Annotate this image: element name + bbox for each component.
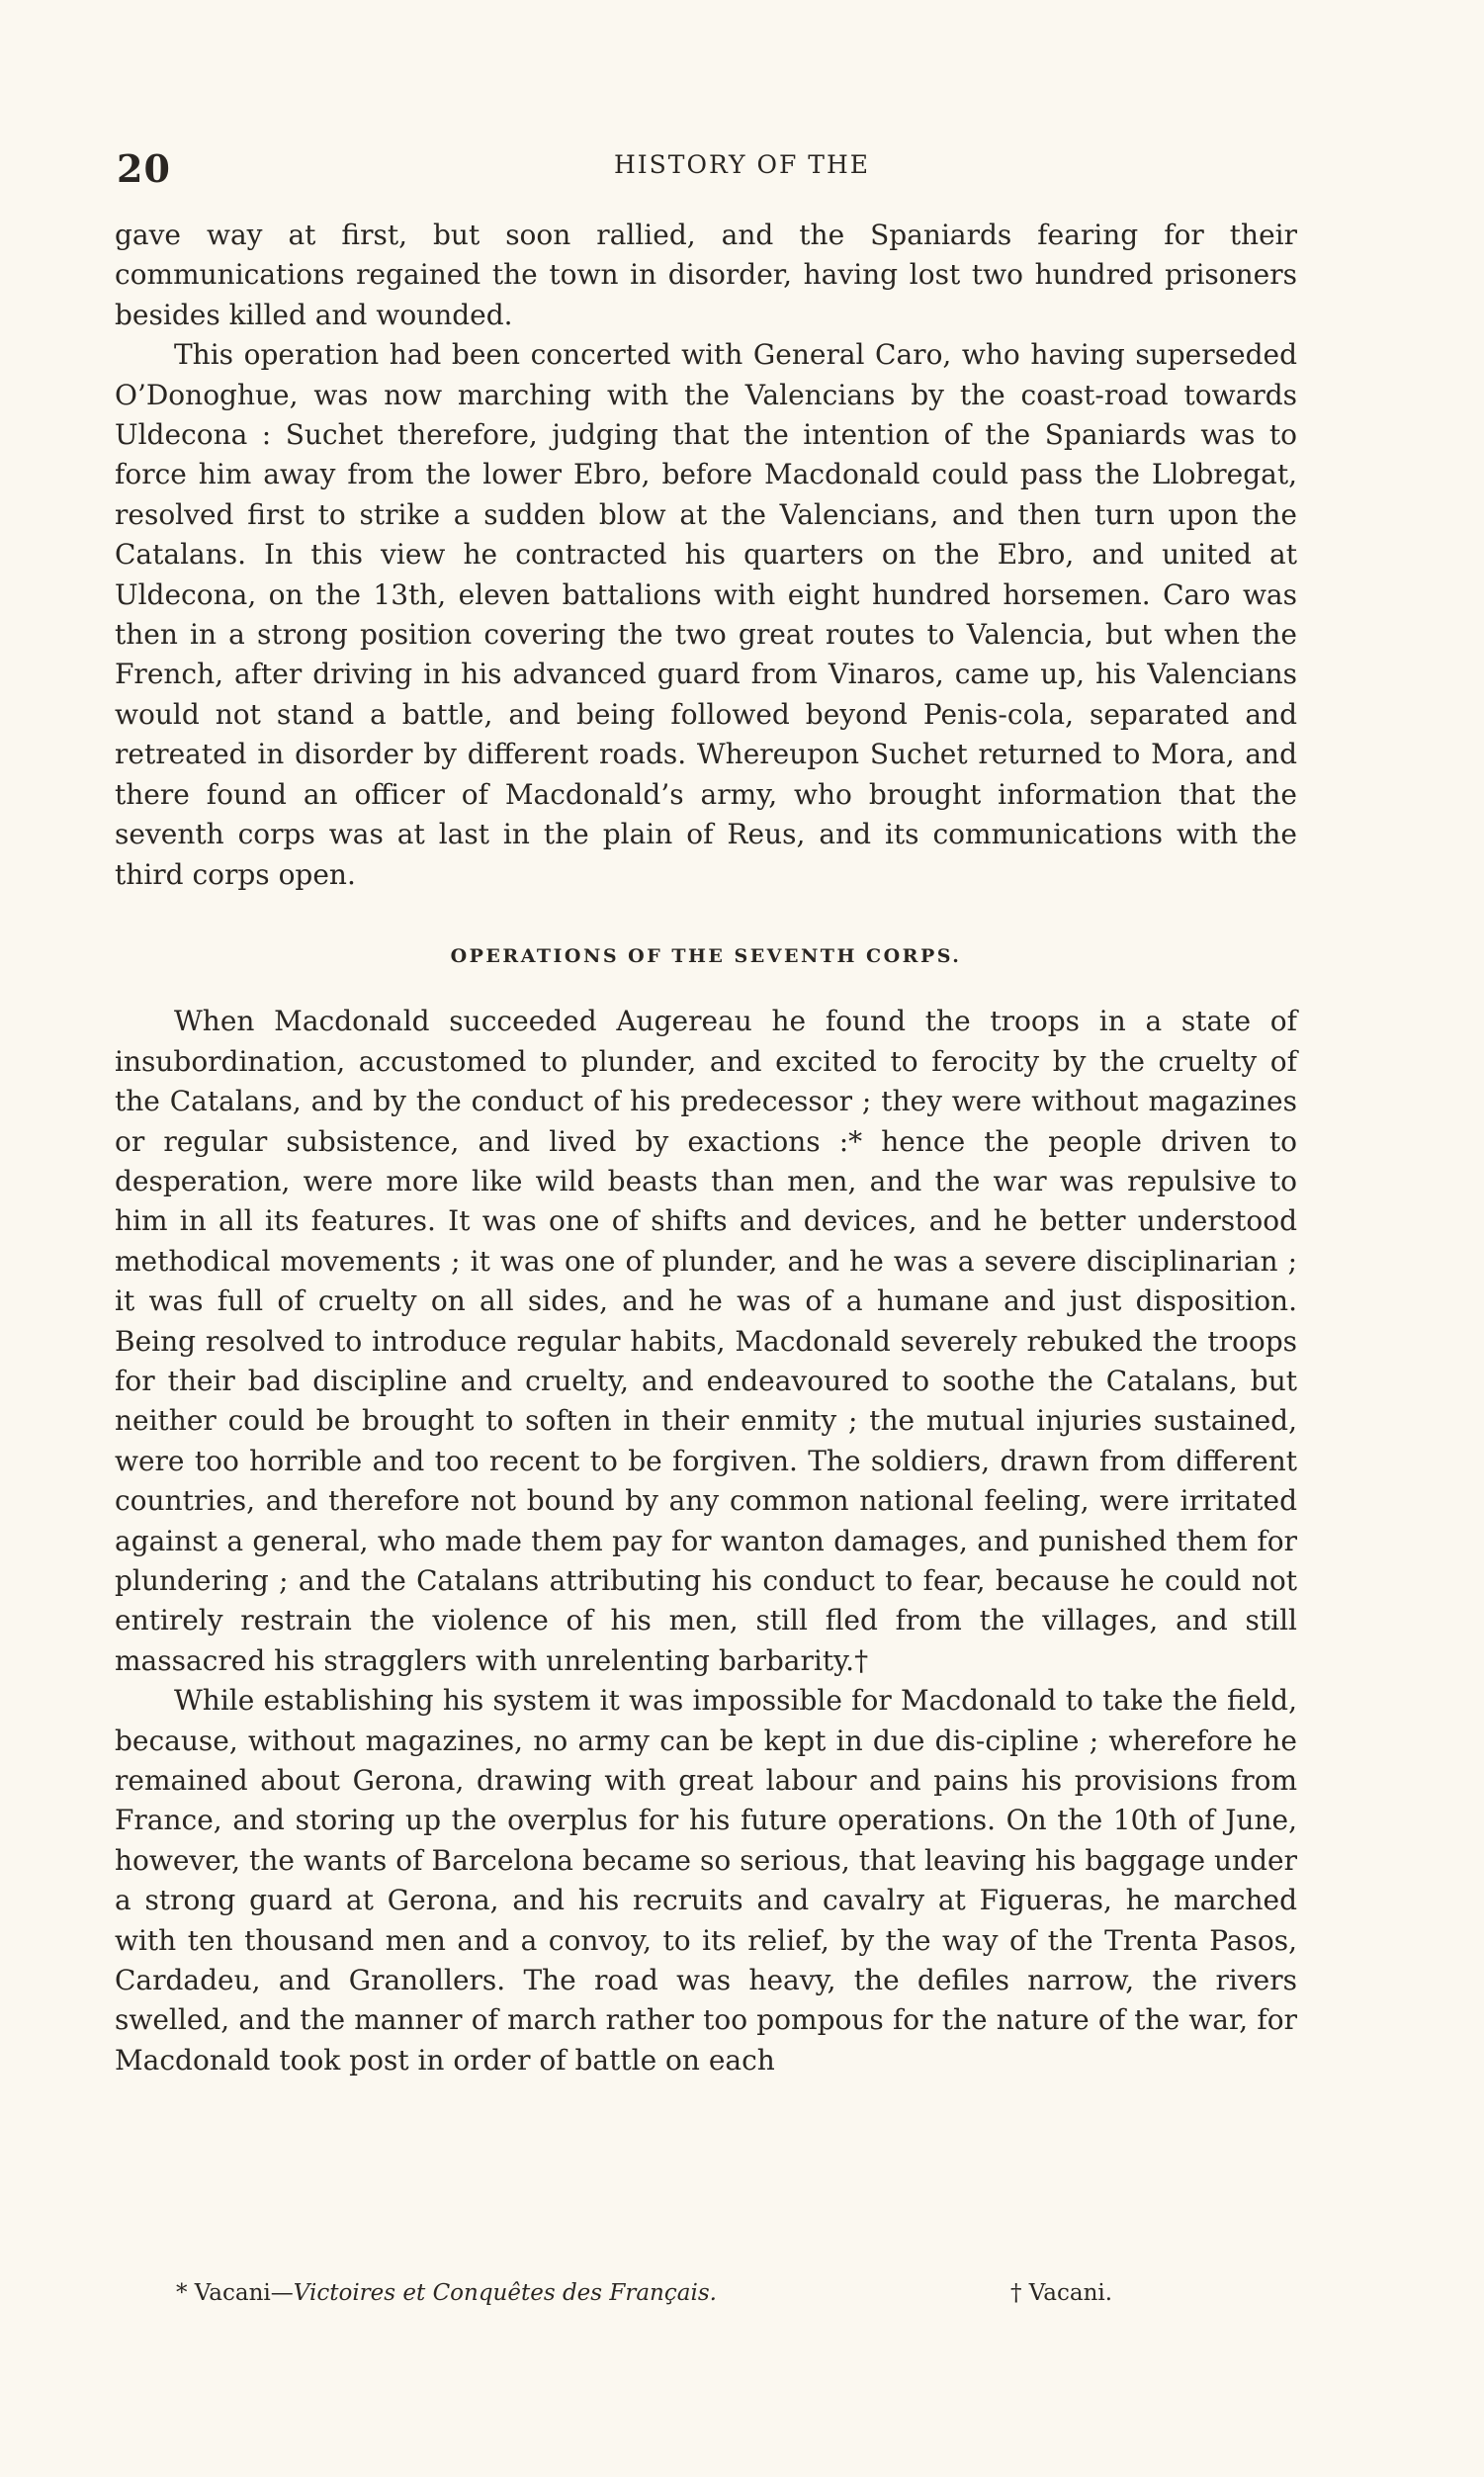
paragraph-continuation: gave way at first, but soon rallied, and the Spaniards fearing for their communications regained the town in disorder, having lost two hundred prisoners besides killed and wounded. — [115, 219, 1297, 331]
body-text — [115, 216, 1297, 2080]
paragraph-macdonald-system: While establishing his system it was impossible for Macdonald to take the field, because, without magazines, no army can be kept in due dis-cipline ; wherefore he remained about Gerona, drawing with great labour and pains his provisions from France, and storing up the overplus for his future operations. On the 10th of June, however, the wants of Barcelona became so serious, that leaving his baggage under a strong guard at Gerona, and his recruits and cavalry at Figueras, he marched with ten thousand men and a convoy, to its relief, by the way of the Trenta Pasos, Cardadeu, and Granollers. The road was heavy, the defiles narrow, the rivers swelled, and the manner of march rather too pompous for the nature of the war, for Macdonald took post in order of battle on each — [115, 1684, 1297, 2077]
footnotes — [0, 2280, 1484, 2320]
page-header — [0, 146, 1484, 196]
footnote-left-prefix: * Vacani— — [176, 2280, 294, 2306]
running-head: HISTORY OF THE — [614, 150, 870, 179]
paragraph-macdonald-succession: When Macdonald succeeded Augereau he found the troops in a state of insubordination, accustomed to plunder, and excited to ferocity by the cruelty of the Catalans, and by the conduct of his predecessor ; they were without magazines or regular subsistence, and lived by exactions :* hence the people driven to desperation, were more like wild beasts than men, and the war was repulsive to him in all its features. It was one of shifts and devices, and he better understood methodical movements ; it was one of plunder, and he was a severe disciplinarian ; it was full of cruelty on all sides, and he was of a humane and just disposition. Being resolved to introduce regular habits, Macdonald severely rebuked the troops for their bad discipline and cruelty, and endeavoured to soothe the Catalans, but neither could be brought to soften in their enmity ; the mutual injuries sustained, were too horrible and too recent to be forgiven. The soldiers, drawn from different countries, and therefore not bound by any common national feeling, were irritated against a general, who made them pay for wanton damages, and punished them for plundering ; and the Catalans attributing his conduct to fear, because he could not entirely restrain the violence of his men, still fled from the villages, and still massacred his stragglers with unrelenting barbarity.† — [115, 1005, 1297, 1677]
paragraph-caro-operation: This operation had been concerted with General Caro, who having superseded O’Donoghue, was now marching with the Valencians by the coast-road towards Uldecona : Suchet therefore, judging that the intention of the Spaniards was to force him away from the lower Ebro, before Macdonald could pass the Llobregat, resolved first to strike a sudden blow at the Valencians, and then turn upon the Catalans. In this view he contracted his quarters on the Ebro, and united at Uldecona, on the 13th, eleven battalions with eight hundred horsemen. Caro was then in a strong position covering the two great routes to Valencia, but when the French, after driving in his advanced guard from Vinaros, came up, his Valencians would not stand a battle, and being followed beyond Penis-cola, separated and retreated in disorder by different roads. Whereupon Suchet returned to Mora, and there found an officer of Macdonald’s army, who brought information that the seventh corps was at last in the plain of Reus, and its communications with the third corps open. — [115, 338, 1297, 891]
page-number: 20 — [117, 146, 171, 191]
footnote-vacani: † Vacani. — [1010, 2280, 1113, 2306]
footnote-vacani-victoires — [176, 2280, 717, 2306]
footnote-left-title: Victoires et Conquêtes des Français. — [293, 2280, 717, 2306]
section-heading: OPERATIONS OF THE SEVENTH CORPS. — [450, 944, 962, 967]
